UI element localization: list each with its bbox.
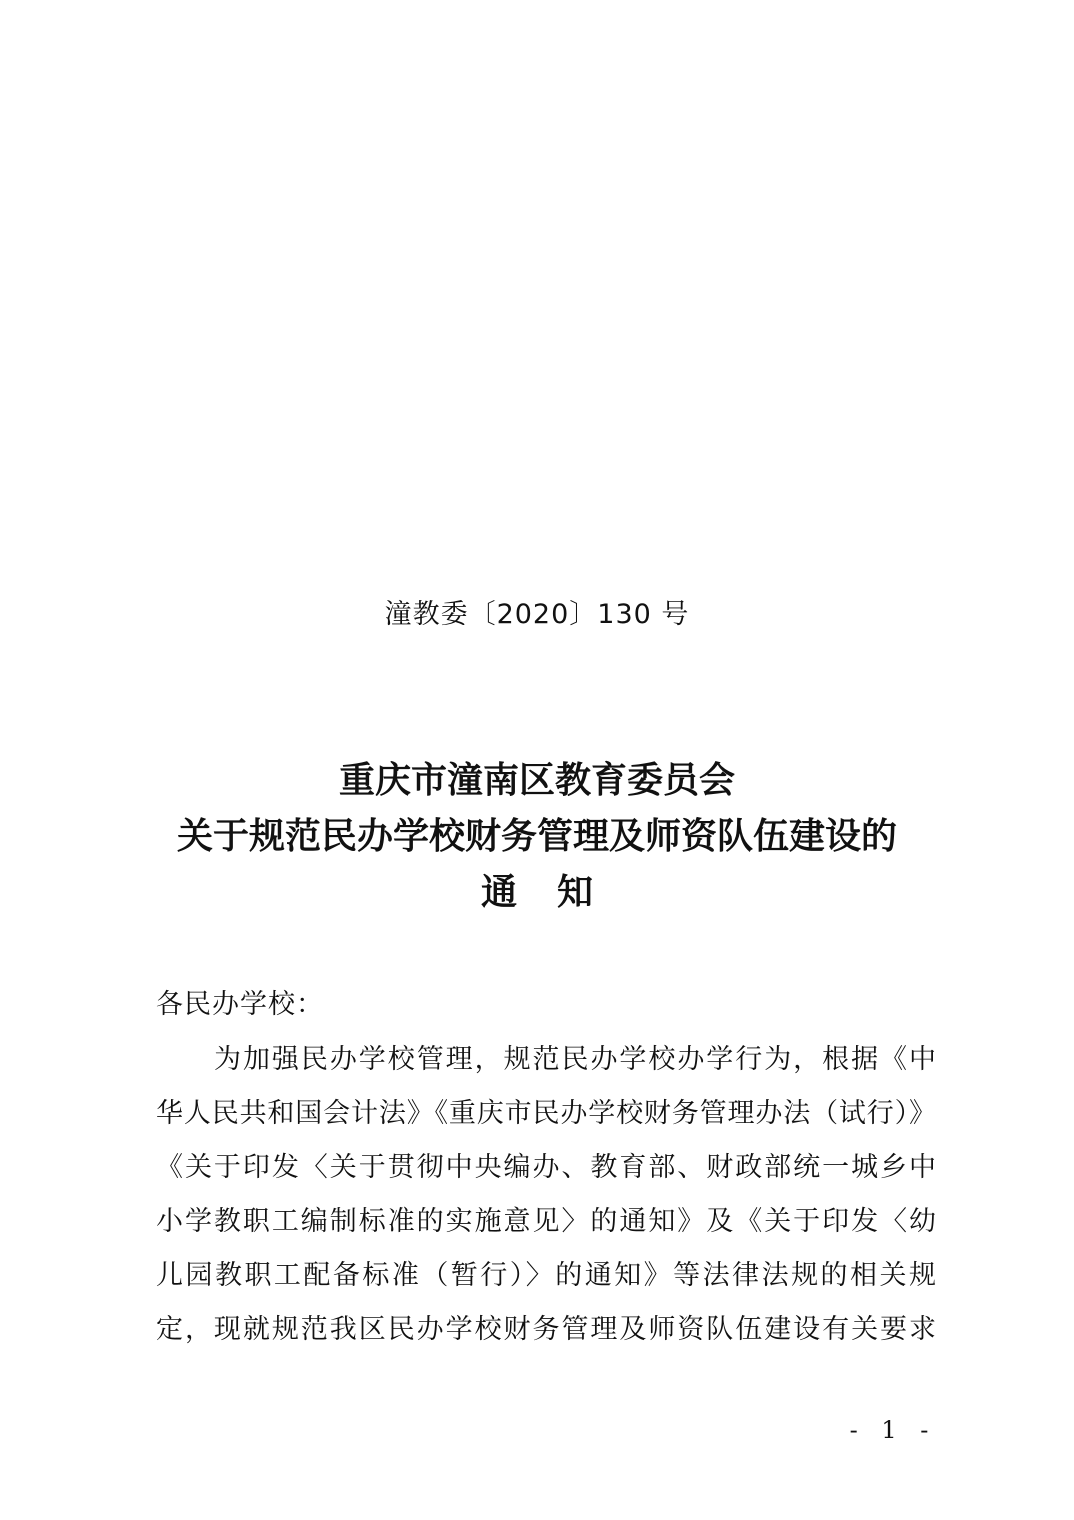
body-line: 小学教职工编制标准的实施意见〉的通知》及《关于印发〈幼 <box>156 1206 936 1237</box>
body-paragraph <box>156 1033 936 1357</box>
body-line: 《关于印发〈关于贯彻中央编办、教育部、财政部统一城乡中 <box>156 1152 936 1183</box>
salutation: 各民办学校： <box>156 989 324 1020</box>
document-number: 潼教委〔2020〕130 号 <box>384 599 690 630</box>
title-line-notice: 通知 <box>480 871 633 913</box>
body-line: 儿园教职工配备标准（暂行）〉的通知》等法律法规的相关规 <box>156 1260 936 1291</box>
title-line-subject: 关于规范民办学校财务管理及师资队伍建设的 <box>176 815 897 857</box>
body-line: 华人民共和国会计法》《重庆市民办学校财务管理办法（试行）》 <box>156 1098 936 1129</box>
document-title <box>0 752 1074 920</box>
page-number: - 1 - <box>849 1416 937 1444</box>
title-line-issuer: 重庆市潼南区教育委员会 <box>338 759 735 801</box>
body-line: 定，现就规范我区民办学校财务管理及师资队伍建设有关要求 <box>156 1314 936 1345</box>
body-line: 为加强民办学校管理，规范民办学校办学行为，根据《中 <box>214 1044 936 1075</box>
